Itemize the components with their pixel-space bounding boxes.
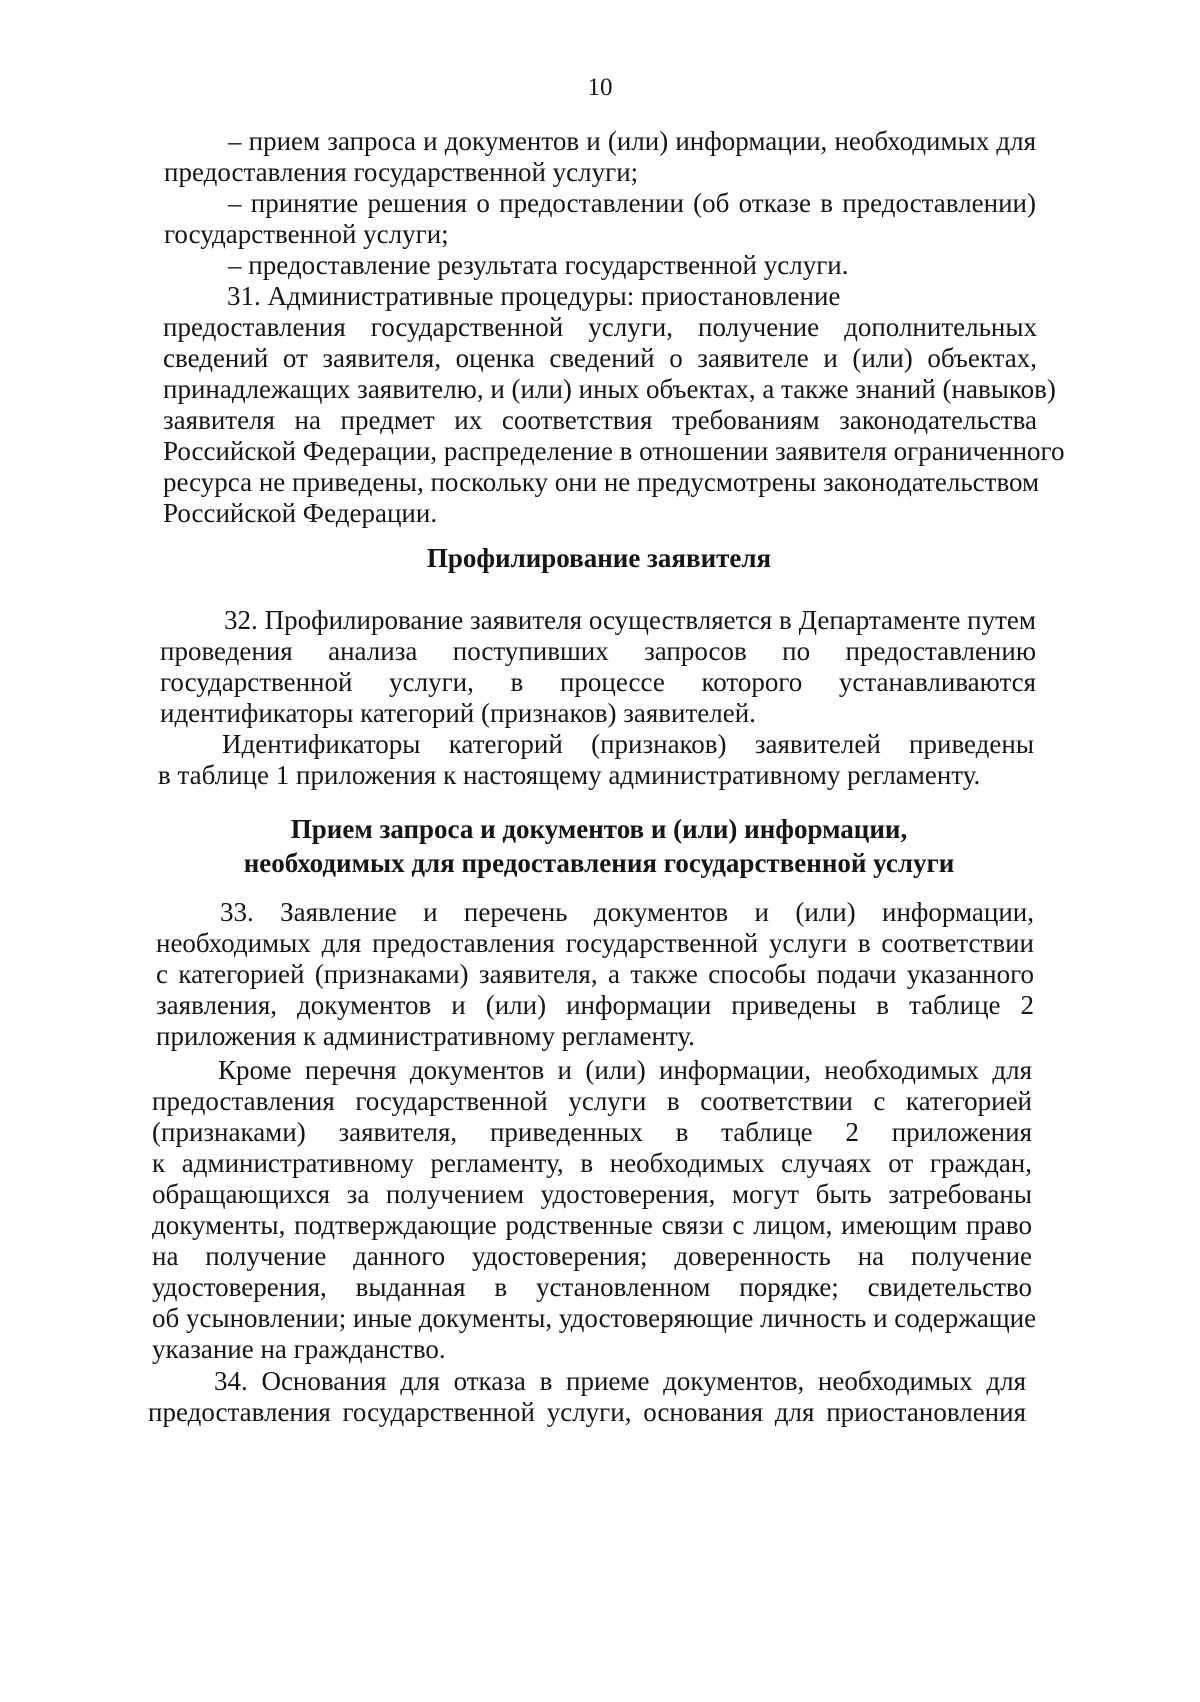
text-line: документы, подтверждающие родственные связи с лицом, имеющим право <box>152 1210 1032 1240</box>
text-line: 32. Профилирование заявителя осуществляется в Департаменте путем <box>224 605 1036 635</box>
text-line: к административному регламенту, в необходимых случаях от граждан, <box>152 1148 1032 1178</box>
heading-line: необходимых для предоставления государственной услуги <box>243 848 955 878</box>
text-line: приложения к административному регламенту. <box>156 1021 695 1051</box>
text-line: предоставления государственной услуги, основания для приостановления <box>148 1397 1026 1427</box>
text-line: удостоверения, выданная в установленном порядке; свидетельство <box>152 1272 1032 1302</box>
paragraph-32 <box>160 605 1036 729</box>
text-line: обращающихся за получением удостоверения, могут быть затребованы <box>152 1179 1032 1209</box>
text-line: необходимых для предоставления государственной услуги в соответствии <box>156 928 1034 958</box>
text-line: 34. Основания для отказа в приеме документов, необходимых для <box>214 1366 1026 1396</box>
text-line: сведений от заявителя, оценка сведений о заявителе и (или) объектах, <box>163 343 1037 373</box>
paragraph-31 <box>163 281 1065 529</box>
text-line: Идентификаторы категорий (признаков) заявителей приведены <box>222 729 1034 759</box>
text-line: принадлежащих заявителю, и (или) иных объектах, а также знаний (навыков) <box>163 374 1056 404</box>
text-line: – предоставление результата государственной услуги. <box>228 250 849 280</box>
section-heading-profiling <box>160 541 1038 575</box>
text-line: на получение данного удостоверения; доверенность на получение <box>152 1241 1032 1271</box>
text-line: – принятие решения о предоставлении (об отказе в предоставлении) <box>228 188 1036 218</box>
heading-line: Профилирование заявителя <box>426 543 772 573</box>
text-line: об усыновлении; иные документы, удостоверяющие личность и содержащие <box>152 1303 1037 1333</box>
paragraph-32-continuation <box>158 729 1034 791</box>
text-line: – прием запроса и документов и (или) информации, необходимых для <box>228 126 1036 156</box>
text-line: (признаками) заявителя, приведенных в таблице 2 приложения <box>152 1117 1032 1147</box>
text-line: 33. Заявление и перечень документов и (или) информации, <box>220 897 1034 927</box>
text-line: государственной услуги, в процессе которого устанавливаются <box>160 667 1036 697</box>
paragraph-33 <box>156 897 1034 1052</box>
procedures-list <box>164 126 1036 281</box>
text-line: Российской Федерации. <box>163 498 438 528</box>
text-line: идентификаторы категорий (признаков) заявителей. <box>160 698 756 728</box>
text-line: предоставления государственной услуги в соответствии с категорией <box>152 1086 1032 1116</box>
heading-line: Прием запроса и документов и (или) информации, <box>290 814 908 844</box>
section-heading-request-intake <box>160 812 1038 880</box>
text-line: в таблице 1 приложения к настоящему административному регламенту. <box>158 760 981 790</box>
text-line: указание на гражданство. <box>152 1334 446 1364</box>
paragraph-33-continuation <box>152 1055 1037 1365</box>
text-line: предоставления государственной услуги; <box>164 157 639 187</box>
page-number: 10 <box>587 74 613 101</box>
text-line: Российской Федерации, распределение в отношении заявителя ограниченного <box>163 436 1065 466</box>
text-line: предоставления государственной услуги, получение дополнительных <box>163 312 1037 342</box>
text-line: ресурса не приведены, поскольку они не предусмотрены законодательством <box>163 467 1040 497</box>
text-line: 31. Административные процедуры: приостановление <box>227 281 841 311</box>
paragraph-34 <box>148 1366 1026 1428</box>
text-line: заявителя на предмет их соответствия требованиям законодательства <box>163 405 1037 435</box>
text-line: государственной услуги; <box>164 219 449 249</box>
text-line: Кроме перечня документов и (или) информации, необходимых для <box>218 1055 1032 1085</box>
text-line: проведения анализа поступивших запросов по предоставлению <box>160 636 1036 666</box>
text-line: заявления, документов и (или) информации приведены в таблице 2 <box>156 990 1034 1020</box>
text-line: с категорией (признаками) заявителя, а также способы подачи указанного <box>156 959 1034 989</box>
